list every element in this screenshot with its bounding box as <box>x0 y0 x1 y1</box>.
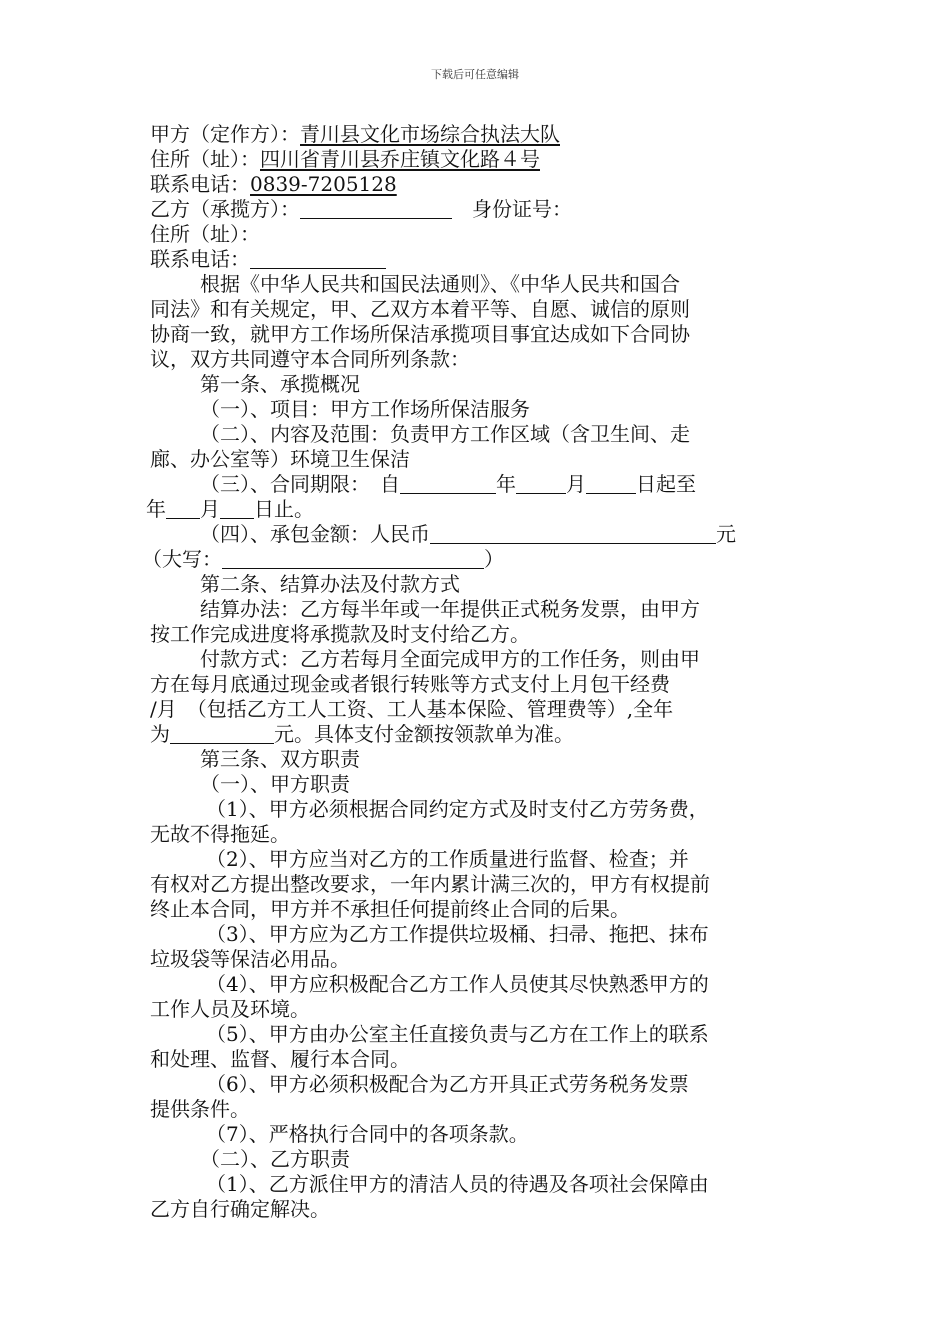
duty-a6-line-1: （6）、甲方必须积极配合为乙方开具正式劳务税务发票 <box>206 1072 689 1096</box>
intro-line-2: 同法》和有关规定，甲、乙双方本着平等、自愿、诚信的原则 <box>150 297 690 321</box>
settle-line-2: 按工作完成进度将承揽款及时支付给乙方。 <box>150 622 530 646</box>
duty-b1-line-2: 乙方自行确定解决。 <box>150 1197 330 1221</box>
party-a-duties-title: （一）、甲方职责 <box>200 772 350 796</box>
duty-a2-line-3: 终止本合同，甲方并不承担任何提前终止合同的后果。 <box>150 897 630 921</box>
article-1-item-2-line-2: 廊、办公室等）环境卫生保洁 <box>150 447 410 471</box>
start-day-blank <box>586 475 636 494</box>
duty-a5-line-2: 和处理、监督、履行本合同。 <box>150 1047 410 1071</box>
duty-a3-line-2: 垃圾袋等保洁必用品。 <box>150 947 350 971</box>
phone-a-line: 联系电话：0839-7205128 <box>150 172 397 196</box>
phone-b-blank <box>250 250 386 269</box>
amount-line: （四）、承包金额：人民币 元 <box>200 522 736 546</box>
intro-line-1: 根据《中华人民共和国民法通则》、《中华人民共和国合 <box>200 272 680 296</box>
phone-a-value: 0839-7205128 <box>250 172 397 196</box>
start-year-blank <box>400 475 496 494</box>
settle-line-1: 结算办法：乙方每半年或一年提供正式税务发票，由甲方 <box>200 597 700 621</box>
article-3-title: 第三条、双方职责 <box>200 747 360 771</box>
party-a-name: 青川县文化市场综合执法大队 <box>300 122 560 146</box>
duty-a2-line-2: 有权对乙方提出整改要求，一年内累计满三次的，甲方有权提前 <box>150 872 710 896</box>
page-header: 下载后可任意编辑 <box>431 68 519 81</box>
article-2-title: 第二条、结算办法及付款方式 <box>200 572 460 596</box>
intro-line-3: 协商一致，就甲方工作场所保洁承揽项目事宜达成如下合同协 <box>150 322 690 346</box>
article-1-item-1: （一）、项目：甲方工作场所保洁服务 <box>200 397 530 421</box>
term-end-line: 年 月 日止。 <box>146 497 314 521</box>
duty-a5-line-1: （5）、甲方由办公室主任直接负责与乙方在工作上的联系 <box>206 1022 709 1046</box>
party-a-line: 甲方（定作方）：青川县文化市场综合执法大队 <box>150 122 560 146</box>
end-day-blank <box>220 500 254 519</box>
article-1-item-2-line-1: （二）、内容及范围：负责甲方工作区域（含卫生间、走 <box>200 422 690 446</box>
start-month-blank <box>516 475 566 494</box>
duty-a4-line-1: （4）、甲方应积极配合乙方工作人员使其尽快熟悉甲方的 <box>206 972 709 996</box>
pay-line-1: 付款方式：乙方若每月全面完成甲方的工作任务，则由甲 <box>200 647 700 671</box>
duty-a3-line-1: （3）、甲方应为乙方工作提供垃圾桶、扫帚、拖把、抹布 <box>206 922 709 946</box>
address-a-line: 住所（址）：四川省青川县乔庄镇文化路４号 <box>150 147 540 171</box>
duty-a1-line-1: （1）、甲方必须根据合同约定方式及时支付乙方劳务费， <box>206 797 709 821</box>
intro-line-4: 议，双方共同遵守本合同所列条款： <box>150 347 470 371</box>
duty-a6-line-2: 提供条件。 <box>150 1097 250 1121</box>
amount-blank <box>430 525 716 544</box>
article-1-title: 第一条、承揽概况 <box>200 372 360 396</box>
annual-amount-blank <box>170 725 274 744</box>
end-month-blank <box>166 500 200 519</box>
amount-words-line: （大写： ） <box>142 547 504 571</box>
duty-a4-line-2: 工作人员及环境。 <box>150 997 310 1021</box>
duty-b1-line-1: （1）、乙方派住甲方的清洁人员的待遇及各项社会保障由 <box>206 1172 709 1196</box>
pay-line-4: 为 元。具体支付金额按领款单为准。 <box>150 722 574 746</box>
amount-words-blank <box>222 550 484 569</box>
term-line: （三）、合同期限： 自 年 月 日起至 <box>200 472 696 496</box>
party-b-blank <box>300 200 452 219</box>
address-a-value: 四川省青川县乔庄镇文化路４号 <box>260 147 540 171</box>
party-b-line: 乙方（承揽方）： 身份证号： <box>150 197 572 221</box>
contract-body <box>142 122 806 1222</box>
pay-line-3: /月 （包括乙方工人工资、工人基本保险、管理费等）,全年 <box>150 697 674 721</box>
address-b-line: 住所（址）： <box>150 222 260 246</box>
party-b-duties-title: （二）、乙方职责 <box>200 1147 350 1171</box>
duty-a1-line-2: 无故不得拖延。 <box>150 822 290 846</box>
pay-line-2: 方在每月底通过现金或者银行转账等方式支付上月包干经费 <box>150 672 670 696</box>
phone-b-line: 联系电话： <box>150 247 806 272</box>
duty-a7: （7）、严格执行合同中的各项条款。 <box>206 1122 529 1146</box>
duty-a2-line-1: （2）、甲方应当对乙方的工作质量进行监督、检查；并 <box>206 847 689 871</box>
